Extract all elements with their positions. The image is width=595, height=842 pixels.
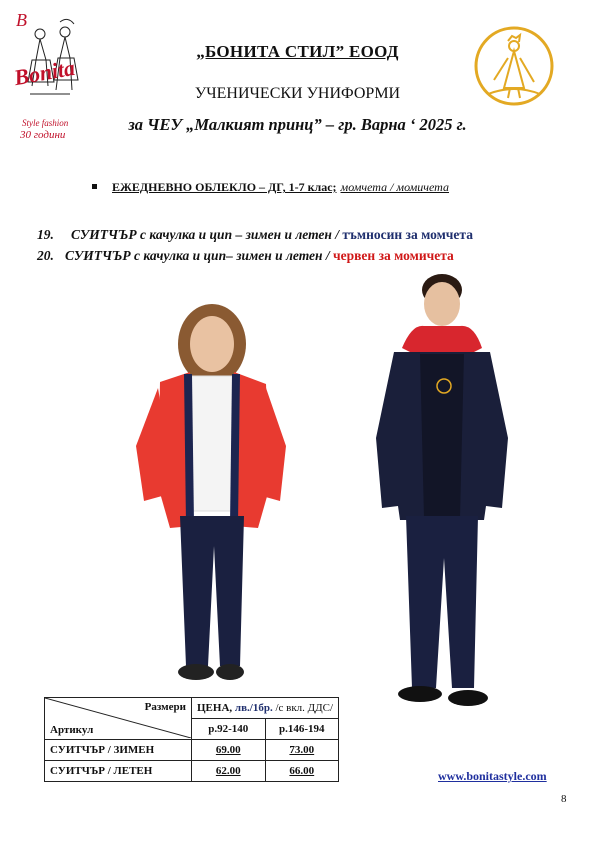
price-unit: лв./1бр. — [234, 702, 273, 714]
price-vat: /с вкл. ДДС/ — [275, 702, 334, 714]
page-number: 8 — [561, 793, 567, 805]
price-value: 66.00 — [265, 761, 339, 782]
table-corner-cell — [45, 698, 192, 740]
item-text: СУИТЧЪР с качулка и цип– зимен и летен / — [65, 248, 330, 263]
size-header: р.146-194 — [265, 719, 339, 740]
table-header-row — [45, 698, 339, 719]
logo-tagline: Style fashion — [22, 118, 69, 128]
girl-model-photo — [130, 296, 290, 688]
bullet-icon — [92, 184, 97, 189]
table-row — [45, 761, 339, 782]
price-value: 62.00 — [192, 761, 266, 782]
item-variant: тъмносин за момчета — [342, 227, 473, 242]
item-20 — [37, 248, 454, 264]
category-label: ЕЖЕДНЕВНО ОБЛЕКЛО – ДГ, 1-7 клас; — [112, 180, 337, 194]
item-number: 20. — [37, 248, 54, 263]
item-19 — [37, 227, 473, 243]
category-audience: момчета / момичета — [340, 180, 449, 194]
article-name: СУИТЧЪР / ЛЕТЕН — [45, 761, 192, 782]
document-subtitle: УЧЕНИЧЕСКИ УНИФОРМИ — [194, 85, 401, 102]
category-line — [92, 180, 449, 195]
corner-article-label: Артикул — [50, 724, 94, 736]
boy-model-illustration — [362, 268, 520, 726]
table-row — [45, 740, 339, 761]
price-header — [192, 698, 339, 719]
school-line: за ЧЕУ „Малкият принц” – гр. Варна ‘ 2025 г. — [128, 115, 467, 134]
article-name: СУИТЧЪР / ЗИМЕН — [45, 740, 192, 761]
svg-text:B: B — [16, 10, 27, 30]
item-variant: червен за момичета — [333, 248, 454, 263]
girl-model-illustration — [130, 296, 290, 688]
website-link[interactable]: www.bonitastyle.com — [438, 769, 547, 783]
item-number: 19. — [37, 227, 54, 242]
boy-model-photo — [362, 268, 520, 726]
company-name: „БОНИТА СТИЛ” ЕООД — [196, 42, 399, 61]
price-value: 69.00 — [192, 740, 266, 761]
size-header: р.92-140 — [192, 719, 266, 740]
corner-sizes-label: Размери — [144, 701, 186, 713]
logo-brand-text: Bonita — [12, 54, 77, 91]
price-label: ЦЕНА, — [197, 702, 233, 714]
item-text: СУИТЧЪР с качулка и цип – зимен и летен / — [71, 227, 340, 242]
logo-years: 30 години — [20, 129, 66, 141]
price-value: 73.00 — [265, 740, 339, 761]
price-table — [44, 697, 339, 782]
